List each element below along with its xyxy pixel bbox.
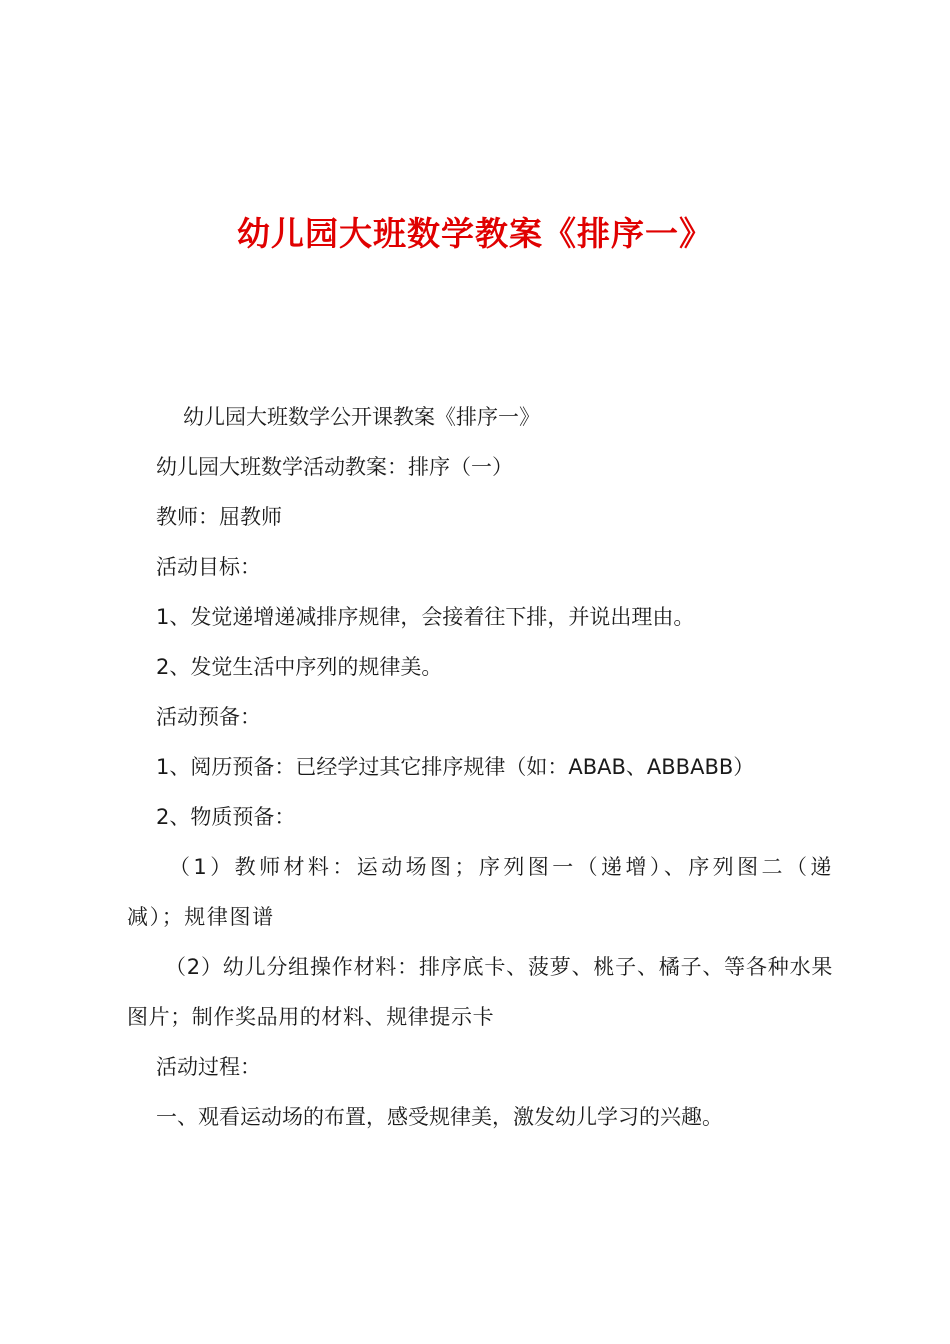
heading-goals: 活动目标： (156, 555, 261, 579)
teacher-materials: （1）教师材料：运动场图；序列图一（递增）、序列图二（递减）；规律图谱 (127, 855, 833, 929)
paragraph-activity-plan: 幼儿园大班数学活动教案：排序（一） (156, 455, 513, 479)
process-step-1: 一、观看运动场的布置，感受规律美，激发幼儿学习的兴趣。 (156, 1105, 723, 1129)
preparation-item-1: 1、阅历预备：已经学过其它排序规律（如：ABAB、ABBABB） (156, 755, 755, 779)
goal-item-2: 2、发觉生活中序列的规律美。 (156, 655, 443, 679)
document-title: 幼儿园大班数学教案《排序一》 (237, 214, 713, 253)
heading-process: 活动过程： (156, 1055, 261, 1079)
document-body (127, 392, 833, 1142)
goal-item-1: 1、发觉递增递减排序规律，会接着往下排，并说出理由。 (156, 605, 695, 629)
heading-preparation: 活动预备： (156, 705, 261, 729)
paragraph-subtitle: 幼儿园大班数学公开课教案《排序一》 (183, 405, 540, 429)
paragraph-teacher: 教师：屈教师 (156, 505, 282, 529)
child-materials: （2）幼儿分组操作材料：排序底卡、菠萝、桃子、橘子、等各种水果图片；制作奖品用的材料、规律提示卡 (127, 955, 833, 1029)
preparation-item-2: 2、物质预备： (156, 805, 296, 829)
